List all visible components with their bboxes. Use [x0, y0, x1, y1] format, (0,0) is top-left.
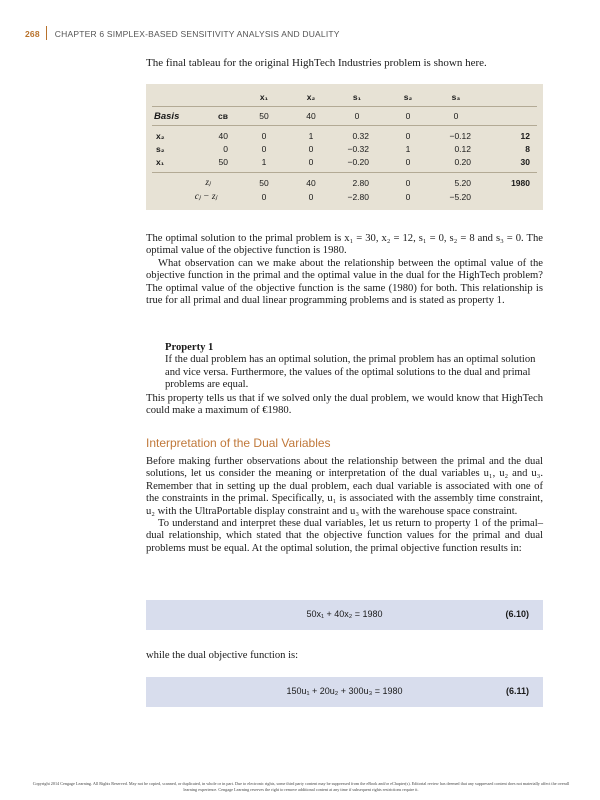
tableau-var-header: x₁: [259, 92, 269, 102]
equation-number: (6.11): [505, 686, 529, 696]
tableau-cell: 50: [259, 178, 269, 188]
tableau-cell: 0.20: [454, 157, 471, 167]
tableau-cell: 0.12: [454, 144, 471, 154]
tableau-rule: [152, 125, 537, 126]
tableau-cell: 0: [308, 144, 314, 154]
tableau-cell: 0: [405, 192, 411, 202]
equation-text: 50x₁ + 40x₂ = 1980: [306, 609, 383, 619]
tableau-cell: 0: [405, 178, 411, 188]
equation-number: (6.10): [505, 609, 529, 619]
section-heading: Interpretation of the Dual Variables: [146, 436, 331, 450]
copyright-footer: Copyright 2014 Cengage Learning. All Rights Reserved. May not be copied, scanned, or duplicated, in whole or in part. Due to electronic rights, some third party content may be suppressed from the eBook and/or eChapter(s). Editorial review has deemed that any suppressed content does not materially affect the overall learning experience. Cengage Learning reserves the right to remove additional content at any time if subsequent rights restrictions require it.: [32, 781, 570, 792]
property-box: [165, 342, 543, 392]
tableau-cell: −0.32: [347, 144, 369, 154]
tableau-cell: 1: [308, 131, 314, 141]
paragraph: What observation can we make about the relationship between the optimal value of the objective function in the primal and the optimal value in the dual for the HighTech problem? The optimal value of the objective function is the same (1980) for both. This relationship is true for all primal and dual linear programming problems and is stated as property 1.: [146, 257, 543, 307]
zj-label: zⱼ: [205, 178, 211, 188]
paragraph: To understand and interpret these dual variables, let us return to property 1 of the primal–dual relationship, which stated that the objective function values for the primal and dual problems must be equal. At the optimal solution, the primal objective function results in:: [146, 518, 543, 554]
tableau-rhs: 8: [525, 144, 530, 154]
tableau-cell: 1: [405, 144, 411, 154]
tableau-cell: 0: [261, 192, 267, 202]
page-number: 268: [25, 29, 40, 39]
header-divider: [46, 26, 47, 40]
tableau-cell: 50: [218, 157, 228, 167]
tableau-cell: 40: [218, 131, 228, 141]
paragraph: Before making further observations about the relationship between the primal and the dual solutions, let us consider the meaning or interpretation of the dual variables u₁, u₂ and u₃. Remember that in setting up the dual problem, each dual variable is associated with one of the constraints in the primal. Specifically, u₁ is associated with the assembly time constraint, u₂ with the UltraPortable display constraint and u₃ with the warehouse space constraint.: [146, 456, 543, 517]
tableau-cell: 0: [453, 111, 459, 121]
tableau-rule: [152, 172, 537, 173]
tableau-cell: 0: [405, 157, 411, 167]
cjzj-label: cⱼ − zⱼ: [194, 192, 218, 202]
tableau-cell: 0: [223, 144, 228, 154]
tableau-cell: 40: [306, 178, 316, 188]
property-title: Property 1: [165, 342, 214, 353]
basis-label: Basis: [154, 111, 180, 122]
tableau-rhs: 1980: [511, 178, 530, 188]
tableau-cell: 0.32: [352, 131, 369, 141]
tableau-var-header: s₃: [451, 92, 461, 102]
tableau-cell: 0: [354, 111, 360, 121]
tableau-rhs: 12: [520, 131, 530, 141]
tableau-cell: 2.80: [352, 178, 369, 188]
tableau-cell: 40: [306, 111, 316, 121]
paragraph: while the dual objective function is:: [146, 650, 299, 661]
equation-text: 150u₁ + 20u₂ + 300u₃ = 1980: [286, 686, 403, 696]
property-text: If the dual problem has an optimal solution, the primal problem has an optimal solution and vice versa. Furthermore, the values of the optimal solutions to the dual and primal problems are equal.: [165, 354, 536, 391]
running-header: [25, 26, 340, 40]
tableau-cell: −0.20: [347, 157, 369, 167]
basis-var: s₂: [156, 144, 165, 154]
tableau-cell: 0: [261, 144, 267, 154]
body-text-block-3: [146, 456, 543, 555]
paragraph: The optimal solution to the primal problem is x₁ = 30, x₂ = 12, s₁ = 0, s₂ = 8 and s₃ = 0. The optimal value of the objective function is 1980.: [146, 233, 543, 257]
paragraph: This property tells us that if we solved only the dual problem, we would know that HighTech could make a maximum of €1980.: [146, 393, 543, 417]
tableau-var-header: s₁: [352, 92, 362, 102]
tableau-cell: 0: [405, 131, 411, 141]
body-text-block-1: [146, 233, 543, 307]
tableau-rhs: 30: [520, 157, 530, 167]
tableau-cell: 1: [261, 157, 267, 167]
body-text-block-2: [146, 393, 543, 418]
tableau-cell: 5.20: [454, 178, 471, 188]
tableau-cell: 0: [405, 111, 411, 121]
tableau-cell: 0: [261, 131, 267, 141]
tableau-cell: −2.80: [347, 192, 369, 202]
tableau-cell: −0.12: [449, 131, 471, 141]
tableau-cell: 50: [259, 111, 269, 121]
tableau-var-header: x₂: [306, 92, 316, 102]
cb-label: cʙ: [218, 111, 228, 121]
tableau-var-header: s₂: [403, 92, 413, 102]
equation-6-10: [146, 600, 543, 630]
basis-var: x₂: [156, 131, 165, 141]
equation-6-11: [146, 677, 543, 707]
tableau-cell: −5.20: [449, 192, 471, 202]
tableau-cell: 0: [308, 192, 314, 202]
basis-var: x₁: [156, 157, 165, 167]
chapter-title: CHAPTER 6 SIMPLEX-BASED SENSITIVITY ANALYSIS AND DUALITY: [54, 29, 340, 39]
final-tableau: [146, 84, 543, 210]
intro-sentence: The final tableau for the original HighTech Industries problem is shown here.: [146, 57, 487, 69]
body-text-block-4: [146, 650, 543, 662]
tableau-cell: 0: [308, 157, 314, 167]
tableau-rule: [152, 106, 537, 107]
